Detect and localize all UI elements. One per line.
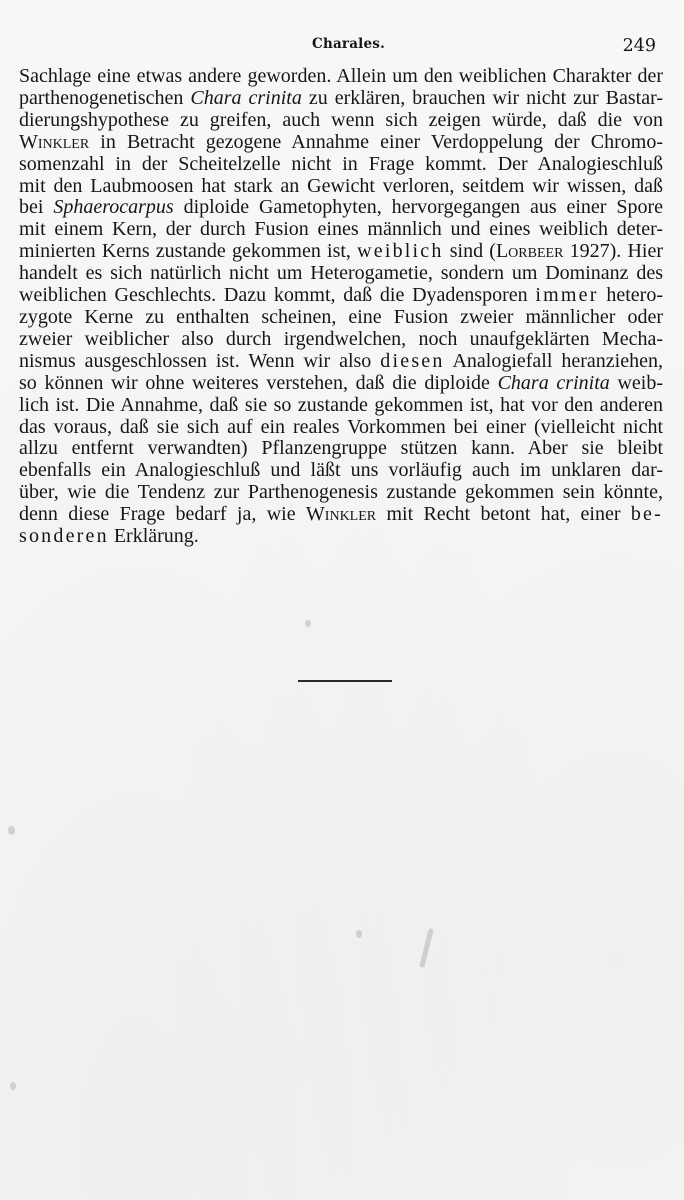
text-line [19,285,663,307]
text-run: parthenogenetischen [19,86,191,109]
author-name: Winkler [305,503,377,526]
text-line [19,110,663,132]
text-run: lich ist. Die Annahme, daß sie so zustande gekommen ist, hat vor den anderen [19,393,663,416]
text-line [19,482,663,504]
text-run: somenzahl in der Scheitelzelle nicht in Frage kommt. Der Analogieschluß [19,152,663,175]
text-run: mit Recht betont hat, einer [376,503,631,526]
paper-speck [10,1082,16,1090]
emphasized-word: diesen [380,349,445,372]
running-head-title: Charales. [312,36,385,52]
text-line [19,438,663,460]
emphasized-word: be- [630,503,663,526]
text-line [19,263,663,285]
text-run: Erklärung. [108,525,199,548]
paper-speck [419,928,434,968]
text-run: so können wir ohne weiteres verstehen, daß die diploide [19,371,498,394]
text-run: zygote Kerne zu enthalten scheinen, eine Fusion zweier männlicher oder [19,305,663,328]
paper-speck [305,620,311,627]
text-run: Analogiefall heranziehen, [444,349,663,372]
italic-term: Chara crinita [190,86,302,109]
running-head [0,36,684,60]
text-run: bei [19,196,54,219]
text-line [19,197,663,219]
text-line [19,417,663,439]
text-run: das voraus, daß sie sich auf ein reales Vorkommen bei einer (vielleicht nicht [19,415,663,438]
text-run: mit den Laubmoosen hat stark an Gewicht verloren, seitdem wir wissen, daß [19,174,663,197]
text-run: in Betracht gezogene Annahme einer Verdoppelung der Chromo- [89,130,663,153]
text-line [19,307,663,329]
text-run: diploide Gametophyten, hervorgegangen aus einer Spore [173,196,663,219]
text-line [19,351,663,373]
emphasized-word: immer [535,284,599,307]
text-run: über, wie die Tendenz zur Parthenogenesis zustande gekommen sein könnte, [19,481,663,504]
text-line [19,504,663,526]
text-run: minierten Kerns zustande gekommen ist, [19,240,358,263]
text-run: Sachlage eine etwas andere geworden. Allein um den weiblichen Charakter der [19,65,663,87]
text-line [19,373,663,395]
text-line [19,154,663,176]
italic-term: Sphaerocarpus [53,196,174,219]
text-run: zu erklären, brauchen wir nicht zur Bastar- [301,86,664,109]
italic-term: Chara crinita [497,371,610,394]
author-name: Winkler [19,130,90,153]
text-line [19,176,663,198]
text-run: 1927). Hier [563,240,664,263]
paper-speck [8,826,15,835]
text-line [19,219,663,241]
section-end-rule [298,680,392,682]
text-line [19,241,663,263]
text-line [19,395,663,417]
text-line [19,132,663,154]
text-line [19,526,663,548]
paper-speck [356,930,362,938]
text-run: allzu entfernt verwandten) Pflanzengruppe stützen kann. Aber sie bleibt [19,437,663,460]
author-name: Lorbeer [495,240,564,263]
text-line [19,88,663,110]
text-run: weib- [609,371,663,394]
text-run: weiblichen Geschlechts. Dazu kommt, daß die Dyadensporen [19,284,536,307]
text-run: hetero- [598,284,663,307]
text-line [19,66,663,88]
page-number: 249 [622,36,656,56]
text-run: handelt es sich natürlich nicht um Heterogametie, sondern um Dominanz des [19,262,663,285]
text-run: nismus ausgeschlossen ist. Wenn wir also [19,349,381,372]
text-run: ebenfalls ein Analogieschluß und läßt uns vorläufig auch im unklaren dar- [19,459,663,482]
emphasized-word: weiblich [357,240,444,263]
body-paragraph [19,66,663,548]
text-run: denn diese Frage bedarf ja, wie [19,503,306,526]
text-run: dierungshypothese zu greifen, auch wenn sich zeigen würde, daß die von [19,108,663,131]
text-line [19,460,663,482]
text-line [19,329,663,351]
emphasized-word: sonderen [19,525,109,548]
text-run: mit einem Kern, der durch Fusion eines männlich und eines weiblich deter- [19,218,663,241]
text-run: zweier weiblicher also durch irgendwelchen, noch unaufgeklärten Mecha- [19,327,663,350]
text-run: sind ( [443,240,496,263]
